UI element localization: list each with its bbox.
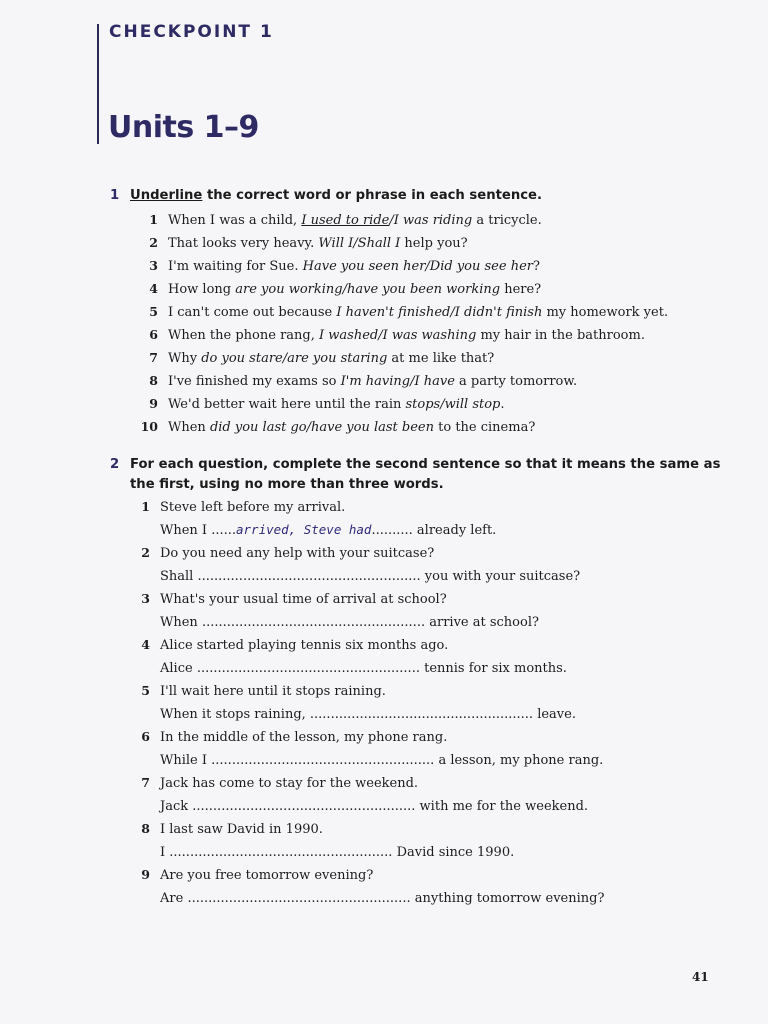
exercise1-item (128, 392, 668, 415)
exercise1-list (128, 208, 668, 438)
second-sentence-end: tennis for six months. (419, 661, 567, 676)
exercise2-item (130, 771, 604, 817)
exercise2-item (130, 587, 604, 633)
exercise1-item (128, 208, 668, 231)
choice-text: are you working/have you been working (235, 282, 501, 297)
first-sentence: Jack has come to stay for the weekend. (160, 776, 419, 791)
item-text-end: at me like that? (387, 351, 495, 366)
answer-blank[interactable]: ...................................................... (169, 845, 393, 860)
answer-blank[interactable]: ...... (211, 523, 236, 538)
item-text-end: my hair in the bathroom. (476, 328, 645, 343)
second-sentence-end: a lesson, my phone rang. (434, 753, 604, 768)
second-sentence-end: leave. (533, 707, 576, 722)
exercise2-item (130, 633, 604, 679)
answer-blank[interactable]: ...................................................... (197, 569, 421, 584)
exercise1-item (128, 415, 668, 438)
item-text: We'd better wait here until the rain (168, 397, 406, 412)
exercise2-list (130, 495, 604, 909)
choice-text: I'm having/I have (340, 374, 455, 389)
item-number: 3 (141, 591, 150, 606)
exercise1-number: 1 (110, 188, 120, 203)
answer-blank[interactable]: ...................................................... (196, 661, 420, 676)
second-sentence-end: David since 1990. (392, 845, 515, 860)
item-number: 8 (141, 821, 150, 836)
exercise2-instruction-line2: the first, using no more than three words. (130, 477, 444, 492)
second-sentence-start: Are (160, 891, 188, 906)
exercise1-item (128, 300, 668, 323)
second-sentence-start: When it stops raining, (160, 707, 310, 722)
exercise1-item (128, 346, 668, 369)
choice-text: do you stare/are you staring (201, 351, 388, 366)
item-number: 6 (141, 729, 150, 744)
item-number: 1 (141, 499, 150, 514)
item-number: 5 (149, 304, 158, 319)
exercise1-item (128, 369, 668, 392)
item-text-end: help you? (400, 236, 468, 251)
item-text: That looks very heavy. (168, 236, 319, 251)
answer-blank[interactable]: ...................................................... (201, 615, 426, 630)
exercise1-item (128, 277, 668, 300)
second-sentence-start: Shall (160, 569, 198, 584)
exercise2-item (130, 725, 604, 771)
answer-blank[interactable]: ...................................................... (211, 753, 435, 768)
item-number: 3 (149, 258, 158, 273)
page-title: Units 1–9 (108, 110, 259, 145)
second-sentence-start: Alice (160, 661, 197, 676)
exercise1-instruction: the correct word or phrase in each sentence. (202, 188, 542, 203)
second-sentence-end: arrive at school? (425, 615, 539, 630)
choice-text: Will I/Shall I (318, 236, 401, 251)
first-sentence: I last saw David in 1990. (160, 822, 323, 837)
second-sentence-start: Jack (160, 799, 193, 814)
exercise1-item (128, 323, 668, 346)
item-number: 1 (149, 212, 158, 227)
item-number: 8 (149, 373, 158, 388)
exercise2-item (130, 495, 604, 541)
second-sentence-end: already left. (412, 523, 497, 538)
choice-text: I haven't finished/I didn't finish (336, 305, 543, 320)
item-text: I can't come out because (168, 305, 337, 320)
first-sentence: Are you free tomorrow evening? (160, 868, 374, 883)
exercise1-heading (110, 186, 542, 206)
item-text: Why (168, 351, 202, 366)
item-text-end: . (500, 397, 505, 412)
first-sentence: Steve left before my arrival. (160, 500, 346, 515)
exercise2-item (130, 679, 604, 725)
item-number: 10 (140, 419, 158, 434)
underlined-answer: I used to ride (301, 213, 390, 228)
second-sentence-start: When (160, 615, 202, 630)
exercise2-heading (110, 455, 720, 495)
item-text: When I was a child, (168, 213, 302, 228)
first-sentence: Do you need any help with your suitcase? (160, 546, 435, 561)
first-sentence: I'll wait here until it stops raining. (160, 684, 386, 699)
item-text-end: a party tomorrow. (454, 374, 578, 389)
second-sentence-start: I (160, 845, 170, 860)
exercise1-underline-word: Underline (130, 188, 203, 203)
item-number: 9 (141, 867, 150, 882)
header-rule (97, 24, 99, 144)
choice-text: did you last go/have you last been (209, 420, 434, 435)
item-text: When (168, 420, 210, 435)
choice-text: I washed/I was washing (319, 328, 477, 343)
exercise2-item (130, 541, 604, 587)
answer-blank-end: .......... (371, 523, 413, 538)
handwritten-answer: arrived, Steve had (236, 522, 372, 537)
item-text: When the phone rang, (168, 328, 319, 343)
item-text-end: my homework yet. (542, 305, 669, 320)
item-number: 7 (149, 350, 158, 365)
item-text: I'm waiting for Sue. (168, 259, 303, 274)
choice-text: Have you seen her/Did you see her (302, 259, 533, 274)
exercise1-item (128, 231, 668, 254)
item-number: 2 (149, 235, 158, 250)
second-sentence-end: anything tomorrow evening? (410, 891, 605, 906)
item-number: 7 (141, 775, 150, 790)
item-number: 2 (141, 545, 150, 560)
item-text: I've finished my exams so (168, 374, 341, 389)
exercise1-item (128, 254, 668, 277)
item-number: 9 (149, 396, 158, 411)
first-sentence: Alice started playing tennis six months ago. (160, 638, 449, 653)
answer-blank[interactable]: ...................................................... (187, 891, 411, 906)
choice-text: /I was riding (389, 213, 473, 228)
second-sentence-start: While I (160, 753, 212, 768)
item-number: 4 (149, 281, 158, 296)
first-sentence: What's your usual time of arrival at school? (160, 592, 447, 607)
item-number: 6 (149, 327, 158, 342)
item-text-end: here? (500, 282, 542, 297)
item-text: How long (168, 282, 236, 297)
first-sentence: In the middle of the lesson, my phone rang. (160, 730, 448, 745)
exercise2-number: 2 (110, 457, 120, 472)
answer-blank[interactable]: ...................................................... (309, 707, 534, 722)
item-text-end: ? (532, 259, 540, 274)
item-number: 5 (141, 683, 150, 698)
checkpoint-label: CHECKPOINT 1 (109, 22, 274, 42)
exercise2-item (130, 817, 604, 863)
item-text-end: a tricycle. (472, 213, 542, 228)
second-sentence-end: you with your suitcase? (420, 569, 581, 584)
choice-text: stops/will stop (405, 397, 501, 412)
exercise2-instruction-line1: For each question, complete the second sentence so that it means the same as (130, 457, 721, 472)
item-text-end: to the cinema? (434, 420, 536, 435)
answer-blank[interactable]: ...................................................... (192, 799, 416, 814)
exercise2-item (130, 863, 604, 909)
item-number: 4 (141, 637, 150, 652)
second-sentence-end: with me for the weekend. (415, 799, 589, 814)
second-sentence-start: When I (160, 523, 212, 538)
page-number: 41 (692, 970, 709, 984)
